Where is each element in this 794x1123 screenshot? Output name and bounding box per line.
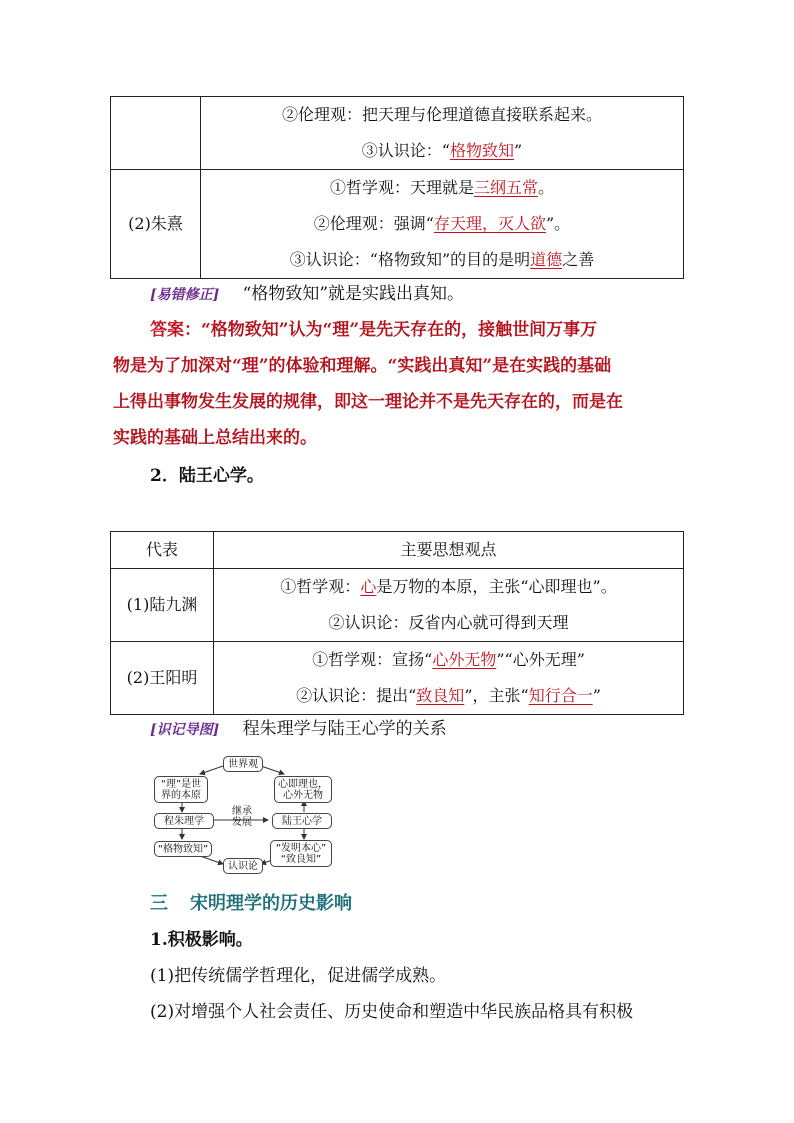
answer-text: 实践的基础上总结出来的。 xyxy=(113,428,317,448)
row-label: (2)王阳明 xyxy=(126,668,198,687)
table-cell-views xyxy=(201,170,684,279)
text-segment: ”。 xyxy=(546,214,571,233)
diagram-node-benxin xyxy=(270,840,332,867)
table-line xyxy=(201,133,683,169)
text-segment: 之善 xyxy=(562,250,595,269)
text-segment: ” xyxy=(514,141,523,160)
table-cell-views xyxy=(214,569,684,642)
section-number: 三 xyxy=(150,893,168,914)
subheading-text: 2．陆王心学。 xyxy=(150,466,264,486)
text-segment: ②认识论：反省内心就可得到天理 xyxy=(328,613,569,632)
section-title: 宋明理学的历史影响 xyxy=(190,893,352,914)
key-term: 心 xyxy=(360,577,377,596)
correction-tag: [易错修正] xyxy=(150,287,220,303)
memory-line xyxy=(150,711,447,748)
key-term: 致良知 xyxy=(416,686,465,705)
center-label: 继承 发展 xyxy=(232,806,252,828)
diagram-node-worldview xyxy=(223,756,263,772)
relation-diagram xyxy=(150,752,336,876)
diagram-center-label xyxy=(224,806,260,828)
key-term: 格物致知 xyxy=(449,141,514,160)
table-line xyxy=(214,605,683,641)
diagram-node-lu-wang xyxy=(272,813,332,829)
table-cell-label xyxy=(111,170,201,279)
subheading-lu-wang xyxy=(150,458,264,494)
text-segment: ” xyxy=(592,686,601,705)
text-segment: ③认识论：“格物致知”的目的是明 xyxy=(289,250,531,269)
table-row xyxy=(111,97,684,170)
text-segment: ①哲学观：天理就是 xyxy=(329,178,474,197)
table-cell-views xyxy=(201,97,684,170)
impact-heading-text: 1.积极影响。 xyxy=(150,930,253,950)
table-line xyxy=(201,97,683,133)
answer-text: ：“格物致知”认为“理”是先天存在的，接触世间万事万 xyxy=(184,320,598,340)
table-cell-label xyxy=(111,642,214,715)
table-line xyxy=(201,242,683,278)
key-term: 存天理，灭人欲 xyxy=(433,214,546,233)
impact-text: (1)把传统儒学哲理化，促进儒学成熟。 xyxy=(150,966,447,986)
table-cell-label xyxy=(111,569,214,642)
diagram-node-cheng-zhu xyxy=(154,813,214,829)
impact-text: (2)对增强个人社会责任、历史使命和塑造中华民族品格具有积极 xyxy=(150,1002,634,1022)
header-rep: 代表 xyxy=(145,540,178,559)
text-segment: 。 xyxy=(538,178,555,197)
key-term: 心外无物 xyxy=(432,650,497,669)
node-label: 心即理也， 心外无物 xyxy=(278,778,328,801)
memory-title: 程朱理学与陆王心学的关系 xyxy=(242,719,447,739)
node-label: 程朱理学 xyxy=(164,815,204,827)
header-view: 主要思想观点 xyxy=(400,540,497,559)
thought-table-1 xyxy=(110,96,684,279)
node-label: 认识论 xyxy=(228,860,258,872)
row-label: (2)朱熹 xyxy=(128,214,183,233)
text-segment: ②伦理观：强调“ xyxy=(313,214,434,233)
text-segment: ①哲学观：宣扬“ xyxy=(312,650,433,669)
node-label: 世界观 xyxy=(228,758,258,770)
table-row xyxy=(111,569,684,642)
key-term: 三纲五常 xyxy=(473,178,538,197)
text-segment: ”“心外无理” xyxy=(496,650,585,669)
answer-line-4 xyxy=(113,420,317,456)
text-segment: ③认识论：“ xyxy=(361,141,450,160)
answer-line-1 xyxy=(150,312,597,348)
memory-tag: [识记导图] xyxy=(150,722,220,738)
answer-line-3 xyxy=(113,384,623,420)
diagram-node-xin-li xyxy=(274,776,332,803)
table-cell-views xyxy=(214,642,684,715)
table-line xyxy=(214,678,683,714)
node-label: “格物致知” xyxy=(157,843,209,855)
table-row xyxy=(111,170,684,279)
diagram-node-gewu xyxy=(154,841,212,857)
node-label: 陆王心学 xyxy=(282,815,322,827)
table-line xyxy=(201,170,683,206)
text-segment: ②认识论：提出“ xyxy=(296,686,417,705)
text-segment: ”，主张“ xyxy=(464,686,529,705)
node-label: “发明本心” “致良知” xyxy=(275,842,327,865)
answer-label: 答案 xyxy=(150,320,184,340)
node-label: “理”是世 界的本原 xyxy=(160,778,202,801)
table-line xyxy=(214,569,683,605)
header-cell xyxy=(214,532,684,569)
section-heading xyxy=(150,889,352,915)
table-line xyxy=(214,642,683,678)
ethics-view-text: ②伦理观：把天理与伦理道德直接联系起来。 xyxy=(281,105,602,124)
impact-point-1 xyxy=(150,958,446,994)
correction-line xyxy=(150,276,464,313)
correction-statement: “格物致知”就是实践出真知。 xyxy=(242,284,465,304)
row-label: (1)陆九渊 xyxy=(126,595,198,614)
table-row xyxy=(111,642,684,715)
answer-text: 物是为了加深对“理”的体验和理解。“实践出真知”是在实践的基础 xyxy=(113,356,612,376)
table-cell-empty xyxy=(111,97,201,170)
diagram-node-epistemology xyxy=(223,858,263,874)
thought-table-2 xyxy=(110,531,684,715)
table-line xyxy=(201,206,683,242)
key-term: 道德 xyxy=(530,250,563,269)
answer-line-2 xyxy=(113,348,611,384)
text-segment: 是万物的本原，主张“心即理也”。 xyxy=(376,577,617,596)
impact-heading xyxy=(150,922,253,958)
key-term: 知行合一 xyxy=(528,686,593,705)
impact-point-2 xyxy=(150,994,633,1030)
answer-text: 上得出事物发生发展的规律，即这一理论并不是先天存在的，而是在 xyxy=(113,392,623,412)
diagram-node-li-origin xyxy=(154,776,208,803)
table-header-row xyxy=(111,532,684,569)
header-cell xyxy=(111,532,214,569)
text-segment: ①哲学观： xyxy=(280,577,361,596)
